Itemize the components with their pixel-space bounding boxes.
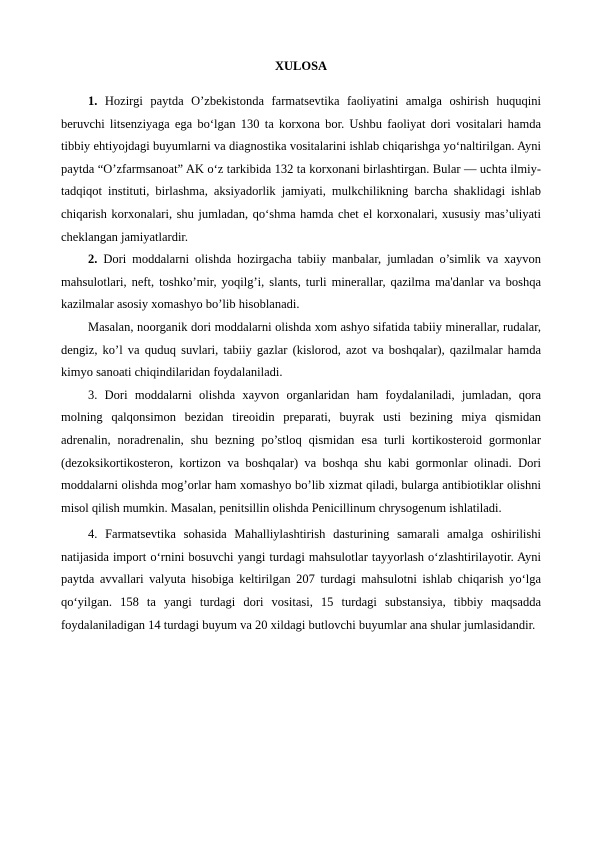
paragraph-4 [61, 523, 541, 636]
paragraph-2 [61, 248, 541, 316]
document-page [61, 56, 541, 636]
paragraph-1-text: Hozirgi paytda O’zbekistonda farmatsevtika faoliyatini amalga oshirish huquqini beruvchi litsenziyaga ega bo‘lgan 130 ta korxona bor. Ushbu faoliyat dori vositalari hamda tibbiy ehtiyojdagi buyumlarni va diagnostika vositalarini ishlab chiqarishga yo‘naltirilgan. Ayni paytda “O’zfarmsanoat” AK o‘z tarkibida 132 ta korxonani birlashtirgan. Bular — uchta ilmiy-tadqiqot instituti, birlashma, aksiyadorlik jamiyati, mulkchilikning barcha shaklidagi ishlab chiqarish korxonalari, shu jumladan, qo‘shma hamda chet el korxonalari, xususiy mas’uliyati cheklangan jamiyatlardir. [61, 94, 541, 244]
paragraph-2-text: Dori moddalarni olishda hozirgacha tabiiy manbalar, jumladan o’simlik va xayvon mahsulotlari, neft, toshko’mir, yoqilg’i, slants, turli minerallar, qazilma ma'danlar va boshqa kazilmalar asosiy xomashyo bo’lib hisoblanadi. [61, 252, 541, 312]
paragraph-2-continued [61, 316, 541, 384]
paragraph-3-text: Dori moddalarni olishda xayvon organlaridan ham foydalaniladi, jumladan, qora molning qalqonsimon bezidan tireoidin preparati, buyrak usti bezining miya qismidan adrenalin, noradrenalin, shu bezning po’stloq qismidan esa turli kortikosteroid gormonlar (dezoksikortikosteron, kortizon va boshqalar) va boshqa shu kabi gormonlar olinadi. Dori moddalarni olishda mog’orlar ham xomashyo bo’lib xizmat qiladi, bularga antibiotiklar olishni misol qilish mumkin. Masalan, penitsillin olishda Penicillinum chrysogenum ishlatiladi. [61, 387, 541, 515]
paragraph-2-continued-text: Masalan, noorganik dori moddalarni olishda xom ashyo sifatida tabiiy minerallar, rudalar, dengiz, ko’l va quduq suvlari, tabiiy gazlar (kislorod, azot va boshqalar), qazilmalar hamda kimyo sanoati chiqindilaridan foydalaniladi. [61, 319, 541, 380]
paragraph-1-number: 1. [88, 94, 98, 108]
paragraph-3-number: 3. [88, 387, 98, 402]
paragraph-3 [61, 384, 541, 520]
paragraph-4-text: Farmatsevtika sohasida Mahalliylashtirish dasturining samarali amalga oshirilishi natijasida import o‘rnini bosuvchi yangi turdagi mahsulotlar tayyorlash o‘zlashtirilayotir. Ayni paytda avvallari valyuta hisobiga keltirilgan 207 turdagi mahsulotni ishlab chiqarish yo‘lga qo‘yilgan. 158 ta yangi turdagi dori vositasi, 15 turdagi substansiya, tibbiy maqsadda foydalaniladigan 14 turdagi buyum va 20 xildagi butlovchi buyumlar ana shular jumlasidandir. [61, 527, 541, 632]
paragraph-4-number: 4. [88, 527, 98, 542]
paragraph-2-number: 2. [88, 252, 98, 267]
document-title: XULOSA [274, 59, 328, 73]
paragraph-1 [61, 90, 541, 248]
